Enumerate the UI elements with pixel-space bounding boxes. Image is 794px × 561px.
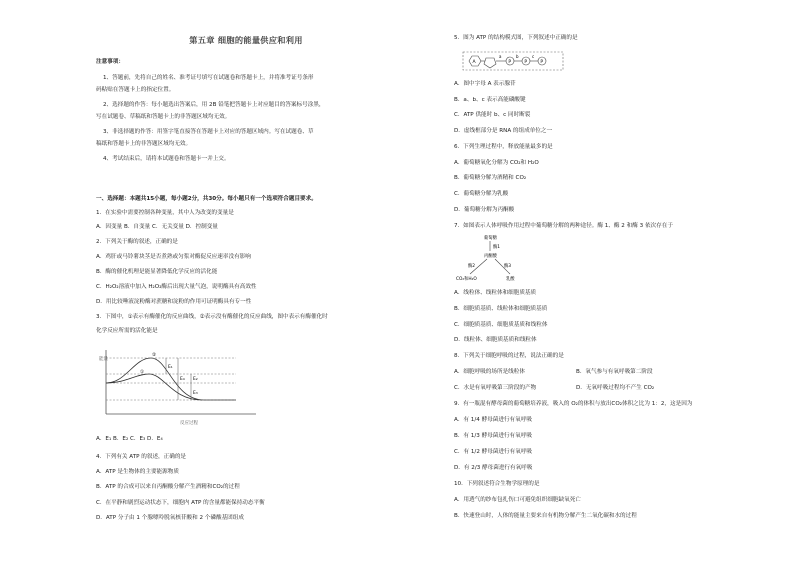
- bond-label: a: [499, 54, 502, 59]
- atp-label: P: [524, 59, 528, 65]
- pathway-node: 乳酸: [506, 277, 515, 282]
- notice-line: 稿纸和答题卡上的非答题区域均无效。: [96, 141, 192, 147]
- answer-option: D．线粒体、细胞质基质和线粒体: [454, 337, 537, 343]
- x-axis-label: 反应过程: [180, 421, 198, 426]
- answer-option: A．鸡肝或马铃薯块茎是否煮熟或匀浆对酶促反应速率没有影响: [96, 254, 251, 260]
- answer-option: A．细胞呼吸的场所是线粒体: [454, 369, 525, 375]
- answer-option: B．葡萄糖分解为酒精和 CO₂: [454, 175, 527, 181]
- notice-line: 1、答题前，先将自己的姓名、准考证号填写在试题卷和答题卡上，并将准考证号条形: [103, 75, 314, 81]
- answer-option: B．有 1/3 酵母菌进行有氧呼吸: [454, 433, 532, 439]
- pathway-node: 丙酮酸: [484, 254, 497, 259]
- answer-option: A．ATP 是生物体的主要能源物质: [96, 469, 179, 475]
- glucose-pathway-diagram: [454, 232, 534, 284]
- energy-label: E₄: [180, 377, 185, 382]
- notice-line: 码粘贴在答题卡上的指定位置。: [96, 87, 175, 93]
- question-text: 9．有一瓶混有酵母菌的葡萄糖培养液，吸入的 O₂的体积与放出CO₂体积之比为 1：2，这是因为: [454, 401, 693, 407]
- energy-diagram: [96, 346, 266, 428]
- energy-label: E₃: [193, 391, 198, 396]
- notice-line: 3、非选择题的作答：用签字笔直接答在答题卡上对应的答题区域内。写在试题卷、草: [103, 129, 314, 135]
- energy-label: E₂: [193, 377, 198, 382]
- y-axis-label: 能量: [99, 357, 108, 362]
- bond-label: b: [516, 54, 519, 59]
- dashed-box: [463, 52, 563, 70]
- energy-label: E₁: [168, 365, 173, 370]
- answer-option: B．细胞质基质、线粒体和细胞质基质: [454, 306, 548, 312]
- question-text: 5．图为 ATP 的结构模式图，下列叙述中正确的是: [454, 35, 578, 41]
- answer-option: C．H₂O₂溶液中加入 H₂O₂酶后出现大量气泡，说明酶具有高效性: [96, 284, 257, 290]
- answer-option: C．在平静和剧烈运动状态下，细胞内 ATP 的含量都能保持动态平衡: [96, 500, 265, 506]
- answer-options: A．因变量 B．自变量 C．无关变量 D．控制变量: [96, 224, 218, 230]
- notice-heading: 注意事项：: [96, 59, 124, 65]
- answer-option: C．葡萄糖分解为乳酸: [454, 191, 509, 197]
- sugar-shape: [484, 58, 496, 68]
- pathway-node: 葡萄糖: [484, 236, 497, 241]
- section-heading: 一、选择题：本题共15小题，每小题2分，共30分。每小题只有一个选项符合题目要求。: [96, 196, 317, 202]
- curve-label: ②: [152, 353, 157, 358]
- atp-structure-diagram: [462, 46, 572, 72]
- answer-option: D．有 2/3 酵母菌进行有氧呼吸: [454, 465, 533, 471]
- question-text: 8．下列关于细胞呼吸的过程，说法正确的是: [454, 353, 564, 359]
- answer-option: A．有 1/4 酵母菌进行有氧呼吸: [454, 417, 532, 423]
- answer-option: D．虚线框部分是 RNA 的组成单位之一: [454, 128, 553, 134]
- atp-label: P: [540, 59, 544, 65]
- pathway-node: CO₂和H₂O: [456, 277, 477, 282]
- answer-option: C．细胞质基质、细胞质基质和线粒体: [454, 322, 548, 328]
- answer-options: A．E₁ B．E₂ C．E₃ D．E₄: [96, 436, 163, 442]
- atp-label: A: [472, 60, 476, 65]
- answer-option: B．ATP 的合成可以来自丙酮酸分解产生酒精和CO₂的过程: [96, 484, 240, 490]
- answer-option: D．用比较唾液淀粉酶对蔗糖和淀粉的作用可证明酶具有专一性: [96, 299, 252, 305]
- question-text: 7．如图表示人体呼吸作用过程中葡萄糖分解的两种途径。酶 1、酶 2 和酶 3 依次存在于: [454, 223, 673, 229]
- atp-label: P: [508, 59, 512, 65]
- answer-option: D．葡萄糖分解为丙酮酸: [454, 207, 515, 213]
- question-text: 1．在实验中需要控制各种变量，其中人为改变的变量是: [96, 210, 234, 216]
- answer-option: B．a、b、c 表示高能磷酸键: [454, 97, 526, 103]
- bond-label: c: [532, 54, 535, 59]
- answer-option: C．水是有氧呼吸第三阶段的产物: [454, 385, 537, 391]
- answer-option: B．氧气参与有氧呼吸第二阶段: [576, 369, 653, 375]
- question-text: 化学反应所需的活化能是: [96, 328, 158, 334]
- answer-option: C．有 1/2 酵母菌进行有氧呼吸: [454, 449, 532, 455]
- enzyme-label: 酶3: [504, 264, 512, 269]
- answer-option: A．线粒体、线粒体和细胞质基质: [454, 290, 537, 296]
- page-title: 第五章 细胞的能量供应和利用: [189, 35, 303, 45]
- question-text: 6．下列生理过程中，释放能量最多的是: [454, 144, 553, 150]
- notice-line: 2、选择题的作答：每小题选出答案后，用 2B 铅笔把答题卡上对应题目的答案标号涂黑，: [103, 102, 325, 108]
- notice-line: 4、考试结束后，请将本试题卷和答题卡一并上交。: [103, 156, 230, 162]
- answer-option: D．无氧呼吸过程均不产生 CO₂: [576, 385, 655, 391]
- answer-option: B．快速登山时，人体的能量主要来自有机物分解产生二氧化碳和水的过程: [454, 513, 637, 519]
- answer-option: D．ATP 分子由 1 个腺嘌呤脱氧核苷酸和 2 个磷酸基团组成: [96, 515, 244, 521]
- question-text: 10．下列叙述符合生物学原理的是: [454, 481, 540, 487]
- enzyme-label: 酶1: [493, 245, 501, 250]
- curve-label: ①: [140, 370, 145, 375]
- question-text: 3．下图中，①表示有酶催化的反应曲线，②表示没有酶催化的反应曲线，图中表示有酶催化时: [96, 314, 328, 320]
- question-text: 2．下列关于酶的叙述，正确的是: [96, 239, 178, 245]
- enzyme-label: 酶2: [468, 264, 476, 269]
- notice-line: 写在试题卷、草稿纸和答题卡上的非答题区域均无效。: [96, 114, 231, 120]
- answer-option: C．ATP 供能时 b、c 同时断裂: [454, 112, 531, 118]
- answer-option: A．葡萄糖氧化分解为 CO₂和 H₂O: [454, 160, 539, 166]
- question-text: 4．下列有关 ATP 的叙述，正确的是: [96, 454, 187, 460]
- answer-option: B．酶的催化机理是能显著降低化学反应的活化能: [96, 269, 218, 275]
- answer-option: A．图中字母 A 表示腺苷: [454, 81, 516, 87]
- answer-option: A．用透气的纱布包扎伤口可避免组织细胞缺氧死亡: [454, 497, 581, 503]
